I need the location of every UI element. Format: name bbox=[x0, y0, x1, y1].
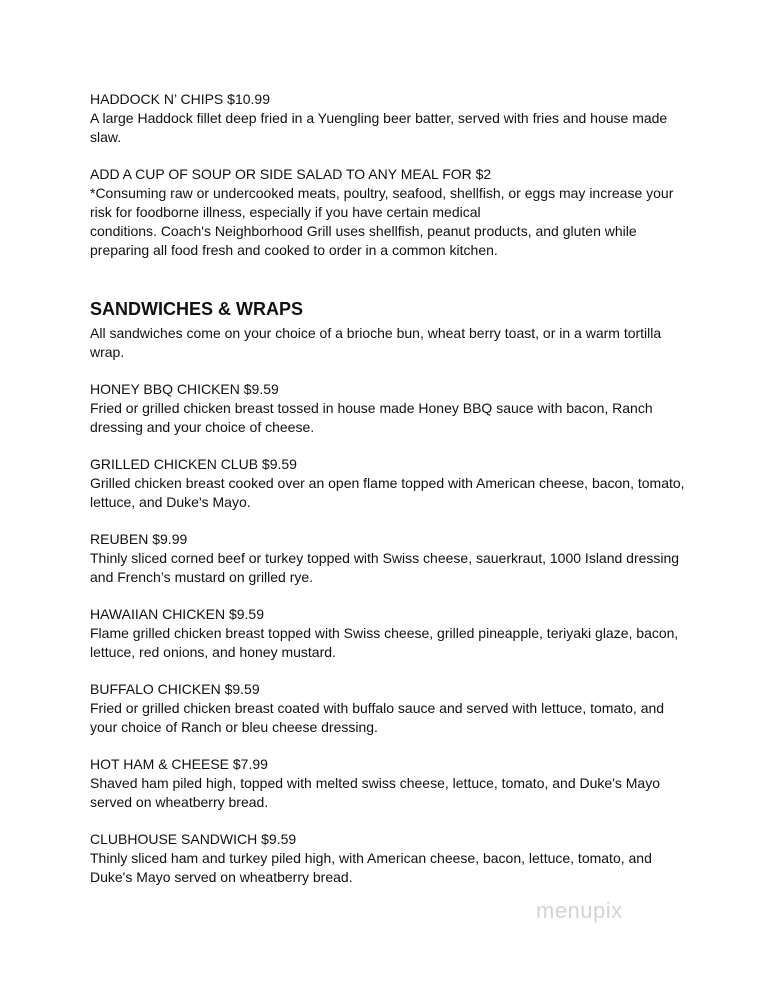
item-desc-line: slaw. bbox=[90, 129, 122, 145]
item-desc-line: dressing and your choice of cheese. bbox=[90, 419, 315, 435]
item-desc-line: Thinly sliced ham and turkey piled high, with American cheese, bacon, lettuce, tomato, and bbox=[90, 850, 652, 866]
item-title: REUBEN $9.99 bbox=[90, 531, 188, 547]
item-desc-line: Shaved ham piled high, topped with melted swiss cheese, lettuce, tomato, and Duke's Mayo bbox=[90, 775, 660, 791]
item-desc-line: Flame grilled chicken breast topped with Swiss cheese, grilled pineapple, teriyaki glaze, bacon, bbox=[90, 625, 679, 641]
section-title: SANDWICHES & WRAPS bbox=[90, 299, 304, 319]
item-title: GRILLED CHICKEN CLUB $9.59 bbox=[90, 456, 297, 472]
menu-page bbox=[90, 90, 690, 887]
item-desc-line: Fried or grilled chicken breast coated with buffalo sauce and served with lettuce, tomato, and bbox=[90, 700, 665, 716]
item-desc-line: served on wheatberry bread. bbox=[90, 794, 269, 810]
disclaimer-line: *Consuming raw or undercooked meats, poultry, seafood, shellfish, or eggs may increase your bbox=[90, 185, 674, 201]
menupix-watermark: menupix bbox=[536, 898, 623, 923]
menu-item bbox=[90, 530, 690, 587]
section-sandwiches-wraps bbox=[90, 297, 690, 362]
item-desc-line: A large Haddock fillet deep fried in a Yuengling beer batter, served with fries and house made bbox=[90, 110, 668, 126]
addon-note bbox=[90, 165, 690, 260]
menu-item bbox=[90, 455, 690, 512]
menu-item bbox=[90, 830, 690, 887]
item-title: BUFFALO CHICKEN $9.59 bbox=[90, 681, 260, 697]
disclaimer-line: preparing all food fresh and cooked to order in a common kitchen. bbox=[90, 242, 498, 258]
menu-item bbox=[90, 680, 690, 737]
disclaimer-line: conditions. Coach's Neighborhood Grill uses shellfish, peanut products, and gluten while bbox=[90, 223, 637, 239]
item-desc-line: Duke's Mayo served on wheatberry bread. bbox=[90, 869, 353, 885]
disclaimer-line: risk for foodborne illness, especially if you have certain medical bbox=[90, 204, 481, 220]
item-title: HONEY BBQ CHICKEN $9.59 bbox=[90, 381, 279, 397]
item-desc-line: Grilled chicken breast cooked over an open flame topped with American cheese, bacon, tomato, bbox=[90, 475, 685, 491]
item-desc-line: your choice of Ranch or bleu cheese dressing. bbox=[90, 719, 378, 735]
item-title: CLUBHOUSE SANDWICH $9.59 bbox=[90, 831, 297, 847]
item-title: HOT HAM & CHEESE $7.99 bbox=[90, 756, 268, 772]
menu-item bbox=[90, 380, 690, 437]
section-intro-line: wrap. bbox=[90, 344, 125, 360]
item-title: HAWAIIAN CHICKEN $9.59 bbox=[90, 606, 265, 622]
item-desc-line: lettuce, and Duke's Mayo. bbox=[90, 494, 251, 510]
menu-item bbox=[90, 605, 690, 662]
section-intro-line: All sandwiches come on your choice of a brioche bun, wheat berry toast, or in a warm tortilla bbox=[90, 325, 662, 341]
item-desc-line: and French’s mustard on grilled rye. bbox=[90, 569, 314, 585]
item-desc-line: lettuce, red onions, and honey mustard. bbox=[90, 644, 336, 660]
menu-item bbox=[90, 755, 690, 812]
addon-title: ADD A CUP OF SOUP OR SIDE SALAD TO ANY MEAL FOR $2 bbox=[90, 166, 492, 182]
item-title: HADDOCK N’ CHIPS $10.99 bbox=[90, 91, 270, 107]
item-desc-line: Fried or grilled chicken breast tossed in house made Honey BBQ sauce with bacon, Ranch bbox=[90, 400, 653, 416]
item-desc-line: Thinly sliced corned beef or turkey topped with Swiss cheese, sauerkraut, 1000 Island dressing bbox=[90, 550, 680, 566]
menu-item-haddock bbox=[90, 90, 690, 147]
